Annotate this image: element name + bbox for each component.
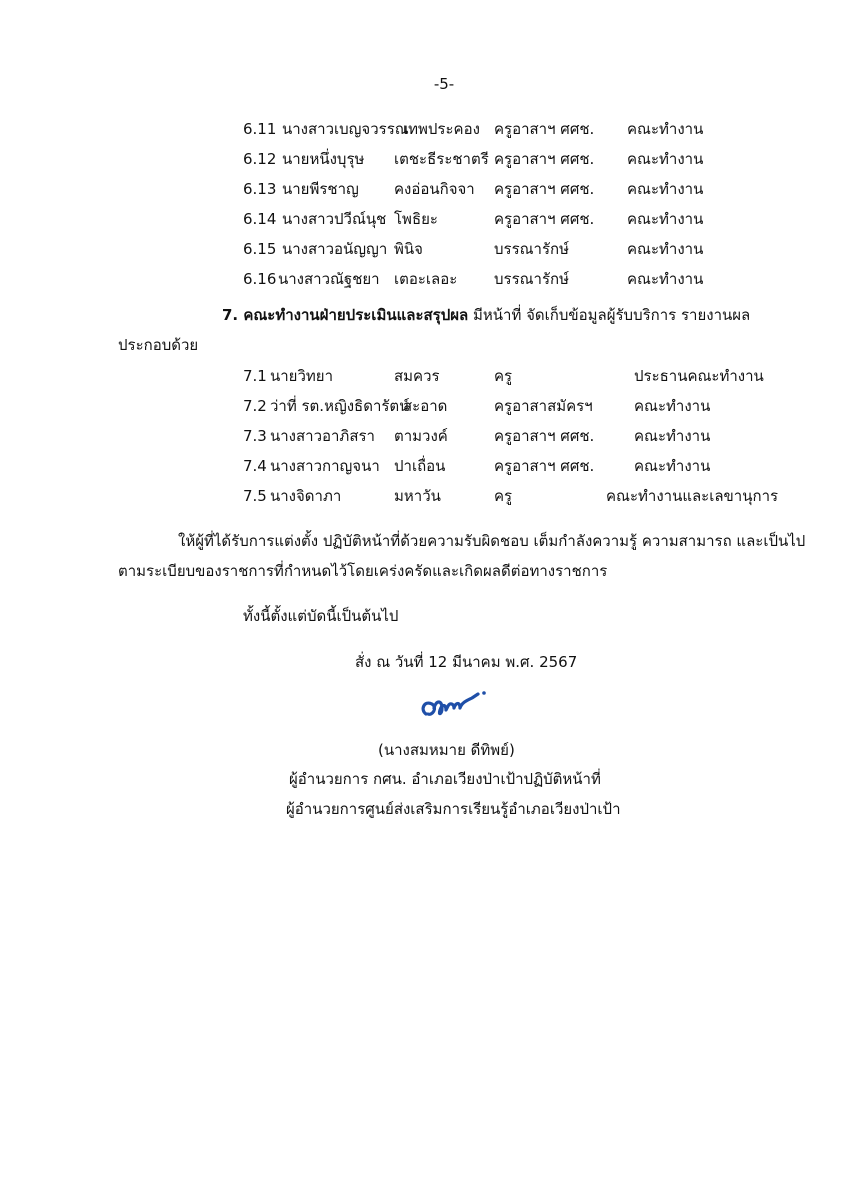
person-name: นางสาวณัฐชยา	[278, 270, 380, 288]
person-position: ครูอาสาสมัครฯ	[494, 397, 593, 415]
person-role: คณะทำงาน	[634, 397, 711, 415]
item-number: 6.16	[243, 270, 277, 288]
person-surname: ปาเถื่อน	[394, 457, 446, 475]
person-surname: เตอะเลอะ	[394, 270, 458, 288]
person-position: บรรณารักษ์	[494, 240, 569, 258]
person-position: ครูอาสาฯ ศศช.	[494, 457, 595, 475]
person-position: ครู	[494, 487, 513, 505]
person-surname: ตามวงค์	[394, 427, 448, 445]
person-surname: คงอ่อนกิจจา	[394, 180, 475, 198]
item-number: 6.14	[243, 210, 277, 228]
list-item	[0, 456, 848, 476]
list-item	[0, 149, 848, 169]
person-position: ครูอาสาฯ ศศช.	[494, 427, 595, 445]
order-date: สั่ง ณ วันที่ 12 มีนาคม พ.ศ. 2567	[355, 653, 578, 671]
person-name: นางสาวกาญจนา	[270, 457, 380, 475]
person-role: คณะทำงาน	[627, 150, 704, 168]
person-position: ครูอาสาฯ ศศช.	[494, 150, 595, 168]
person-position: บรรณารักษ์	[494, 270, 569, 288]
item-number: 6.15	[243, 240, 277, 258]
person-surname: พินิจ	[394, 240, 423, 258]
item-number: 7.4	[243, 457, 267, 475]
list-item	[0, 119, 848, 139]
item-number: 7.1	[243, 367, 267, 385]
person-role: คณะทำงาน	[627, 180, 704, 198]
person-name: นางสาวปวีณ์นุช	[282, 210, 387, 228]
person-name: นายวิทยา	[270, 367, 333, 385]
signer-title-1: ผู้อำนวยการ กศน. อำเภอเวียงป่าเป้าปฏิบัติหน้าที่	[289, 770, 601, 788]
person-role: คณะทำงาน	[634, 427, 711, 445]
list-item	[0, 269, 848, 289]
person-surname: เทพประคอง	[403, 120, 480, 138]
person-role: คณะทำงาน	[627, 270, 704, 288]
list-item	[0, 366, 848, 386]
paragraph-line-1: ให้ผู้ที่ได้รับการแต่งตั้ง ปฏิบัติหน้าที่ด้วยความรับผิดชอบ เต็มกำลังความรู้ ความสามารถ และเป็นไป	[178, 532, 806, 550]
person-position: ครู	[494, 367, 513, 385]
list-item	[0, 396, 848, 416]
section7-title: 7. คณะทำงานฝ่ายประเมินและสรุปผล	[222, 306, 469, 324]
person-surname: มหาวัน	[394, 487, 441, 505]
section7-duty: มีหน้าที่ จัดเก็บข้อมูลผู้รับบริการ รายงานผล	[468, 306, 751, 324]
list-item	[0, 426, 848, 446]
person-surname: เตชะธีระชาตรี	[394, 150, 489, 168]
person-position: ครูอาสาฯ ศศช.	[494, 180, 595, 198]
list-item	[0, 239, 848, 259]
person-name: นายหนึ่งบุรุษ	[282, 150, 365, 168]
person-name: นายพีรชาญ	[282, 180, 359, 198]
page-number: -5-	[433, 75, 455, 93]
signer-title-2: ผู้อำนวยการศูนย์ส่งเสริมการเรียนรู้อำเภอเวียงป่าเป้า	[286, 800, 621, 818]
effective-clause: ทั้งนี้ตั้งแต่บัดนี้เป็นต้นไป	[243, 607, 399, 625]
person-role: คณะทำงานและเลขานุการ	[606, 487, 779, 505]
person-role: คณะทำงาน	[634, 457, 711, 475]
person-name: นางสาวอาภิสรา	[270, 427, 375, 445]
person-name: ว่าที่ รต.หญิงธิดารัตน์	[270, 397, 410, 415]
section7-heading	[222, 305, 750, 325]
person-role: ประธานคณะทำงาน	[634, 367, 764, 385]
item-number: 6.13	[243, 180, 277, 198]
person-surname: สะอาด	[403, 397, 448, 415]
item-number: 6.12	[243, 150, 277, 168]
person-surname: สมควร	[394, 367, 440, 385]
item-number: 7.2	[243, 397, 267, 415]
person-name: นางจิดาภา	[270, 487, 342, 505]
list-item	[0, 179, 848, 199]
person-role: คณะทำงาน	[627, 240, 704, 258]
person-role: คณะทำงาน	[627, 120, 704, 138]
item-number: 7.3	[243, 427, 267, 445]
person-role: คณะทำงาน	[627, 210, 704, 228]
person-position: ครูอาสาฯ ศศช.	[494, 120, 595, 138]
person-position: ครูอาสาฯ ศศช.	[494, 210, 595, 228]
signature-image	[412, 684, 492, 726]
person-surname: โพธิยะ	[394, 210, 438, 228]
section7-heading-cont: ประกอบด้วย	[118, 336, 199, 354]
item-number: 6.11	[243, 120, 277, 138]
item-number: 7.5	[243, 487, 267, 505]
person-name: นางสาวเบญจวรรณ	[282, 120, 409, 138]
list-item	[0, 486, 848, 506]
list-item	[0, 209, 848, 229]
paragraph-line-2: ตามระเบียบของราชการที่กำหนดไว้โดยเคร่งครัดและเกิดผลดีต่อทางราชการ	[118, 562, 608, 580]
signer-name: (นางสมหมาย ดีทิพย์)	[378, 741, 515, 759]
person-name: นางสาวอนัญญา	[282, 240, 388, 258]
